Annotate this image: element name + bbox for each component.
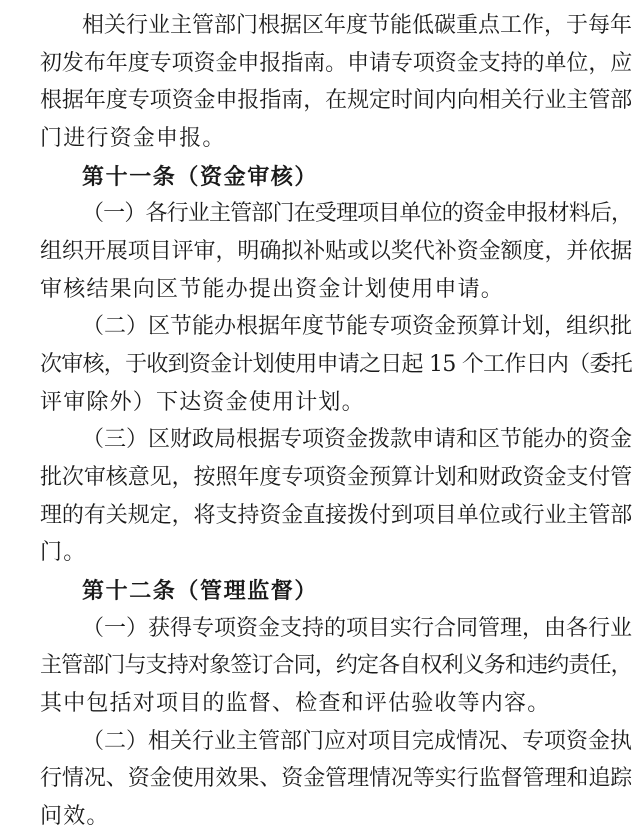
paragraph-line: 初发布年度专项资金申报指南。申请专项资金支持的单位，应 [40,50,633,76]
paragraph-line: 其中包括对项目的监督、检查和评估验收等内容。 [40,691,551,716]
article-heading: 第十二条（管理监督） [82,578,319,604]
paragraph-line: 相关行业主管部门根据区年度节能低碳重点工作，于每年 [82,13,633,38]
paragraph-line: 门。 [40,540,87,566]
paragraph-line: 评审除外）下达资金使用计划。 [40,389,365,415]
paragraph-line: 行情况、资金使用效果、资金管理情况等实行监督管理和追踪 [40,766,633,792]
paragraph-line: （一）获得专项资金支持的项目实行合同管理，由各行业 [82,615,633,641]
paragraph-line: （三）区财政局根据专项资金拨款申请和区节能办的资金 [82,427,633,453]
paragraph-line: 审核结果向区节能办提出资金计划使用申请。 [40,276,505,302]
paragraph-line: （一）各行业主管部门在受理项目单位的资金申报材料后， [82,201,633,227]
article-heading: 第十一条（资金审核） [82,163,319,190]
paragraph-line: 理的有关规定，将支持资金直接拨付到项目单位或行业主管部 [40,502,633,528]
paragraph-line: 根据年度专项资金申报指南，在规定时间内向相关行业主管部 [40,88,633,114]
paragraph-line: 主管部门与支持对象签订合同，约定各自权利义务和违约责任， [40,653,632,679]
paragraph-line: （二）相关行业主管部门应对项目完成情况、专项资金执 [82,728,633,754]
paragraph-line: 次审核，于收到资金计划使用申请之日起 15 个工作日内（委托 [40,352,632,377]
paragraph-line: 组织开展项目评审，明确拟补贴或以奖代补资金额度，并依据 [40,239,633,264]
paragraph-line: 门进行资金申报。 [40,126,226,151]
paragraph-line: 批次审核意见，按照年度专项资金预算计划和财政资金支付管 [40,465,633,490]
paragraph-line: （二）区节能办根据年度节能专项资金预算计划，组织批 [82,314,633,340]
paragraph-line-overflow: 问效。 [40,804,110,829]
